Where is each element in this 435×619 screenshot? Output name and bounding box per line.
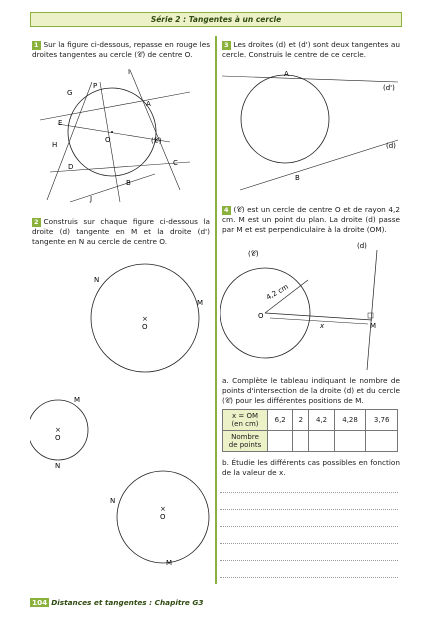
exercise-2-number: 2 [34,218,39,226]
label-o-2a: O [142,323,148,331]
page-title: Série 2 : Tangentes à un cercle [30,12,402,27]
exercise-1-statement [32,40,210,60]
label-d-3: (d) [386,142,396,150]
column-divider [215,36,217,584]
exercise-4-statement [222,205,400,235]
circle-3 [241,75,329,163]
label-m-2c: M [166,559,173,567]
line-d-4 [367,250,377,370]
label-a: A [146,100,151,108]
label-j: J [90,195,93,203]
exercise-1-text: Sur la figure ci-dessous, repasse en rouge les droites tangentes au cercle (𝒞) de centre O. [32,40,210,59]
exercise-2-text: Construis sur chaque figure ci-dessous la droite (d) tangente en M et la droite (d') tangente en N au cercle de centre O. [32,217,210,246]
label-d: D [68,163,74,171]
table-cell-points-4[interactable] [334,431,366,452]
label-o-2b: O [55,434,61,442]
label-c: C [173,159,178,167]
question-b: b. Étudie les différents cas possibles en fonction de la valeur de x. [222,458,400,477]
exercise-3-figure [220,62,402,192]
page-number: 104 [32,598,48,607]
values-table [222,409,398,452]
line-d-prime [222,76,398,82]
chapter-title: Distances et tangentes : Chapitre G3 [51,598,204,607]
label-radius: 4,2 cm [265,282,290,302]
answer-line[interactable] [220,526,398,527]
exercise-2-figures [30,255,212,585]
table-cell-points-2[interactable] [293,431,309,452]
exercise-4-figure [220,240,402,372]
line-jb [70,174,155,202]
label-e: E [58,119,63,127]
label-n-2c: N [110,497,116,505]
answer-line[interactable] [220,577,398,578]
question-a: a. Complète le tableau indiquant le nombre de points d'intersection de la droite (d) et du cercle (𝒞) pour les différentes positions de M. [222,376,400,405]
exercise-3-statement [222,40,400,60]
label-o: O [105,136,111,144]
line-ea [40,92,190,120]
label-b-3: B [295,174,300,182]
label-b: B [126,179,131,187]
table-cell-x-5: 3,76 [366,410,398,431]
exercise-1-number: 1 [34,41,39,49]
table-header-x: x = OM (en cm) [223,410,268,431]
table-cell-points-1[interactable] [268,431,293,452]
exercise-3-text: Les droites (d) et (d') sont deux tangentes au cercle. Construis le centre de ce cercle. [222,40,400,59]
label-p: P [93,82,98,90]
line-ic [130,70,180,190]
answer-line[interactable] [220,492,398,493]
label-d-4: (d) [357,242,367,250]
answer-line[interactable] [220,543,398,544]
label-m-4: M [370,322,377,330]
table-header-points: Nombre de points [223,431,268,452]
cross-o-2b: × [55,426,61,434]
label-x: x [320,322,325,330]
answer-line[interactable] [220,560,398,561]
label-g: G [67,89,73,97]
segment-om [265,313,372,320]
label-o-2c: O [160,513,166,521]
table-cell-x-2: 2 [293,410,309,431]
table-cell-x-4: 4,28 [334,410,366,431]
exercise-4-number: 4 [224,206,229,214]
page-footer [30,598,203,607]
table-cell-x-1: 6,2 [268,410,293,431]
answer-line[interactable] [220,509,398,510]
exercise-2-statement [32,217,210,247]
label-n-2b: N [55,462,61,470]
label-a-3: A [284,70,289,78]
table-cell-points-3[interactable] [309,431,334,452]
label-m-2b: M [74,396,81,404]
label-o-4: O [258,312,264,320]
label-n-2a: N [94,276,100,284]
cross-o-2c: × [160,505,166,513]
table-cell-points-5[interactable] [366,431,398,452]
label-h: H [52,141,58,149]
exercise-3-number: 3 [224,41,229,49]
label-c-4: (𝒞) [248,250,259,258]
label-i: I [128,68,131,76]
exercise-1-figure [30,62,212,212]
center-o [111,131,113,133]
label-d-prime: (d') [383,84,395,92]
label-c-circle: (𝒞) [151,137,162,145]
label-m-2a: M [197,299,204,307]
table-cell-x-3: 4,2 [309,410,334,431]
exercise-4-text: (𝒞) est un cercle de centre O et de rayon 4,2 cm. M est un point du plan. La droite (d) passe par M et est perpendiculaire à la droite (OM). [222,205,400,234]
right-angle-mark [368,313,373,318]
cross-o-2a: × [142,315,148,323]
